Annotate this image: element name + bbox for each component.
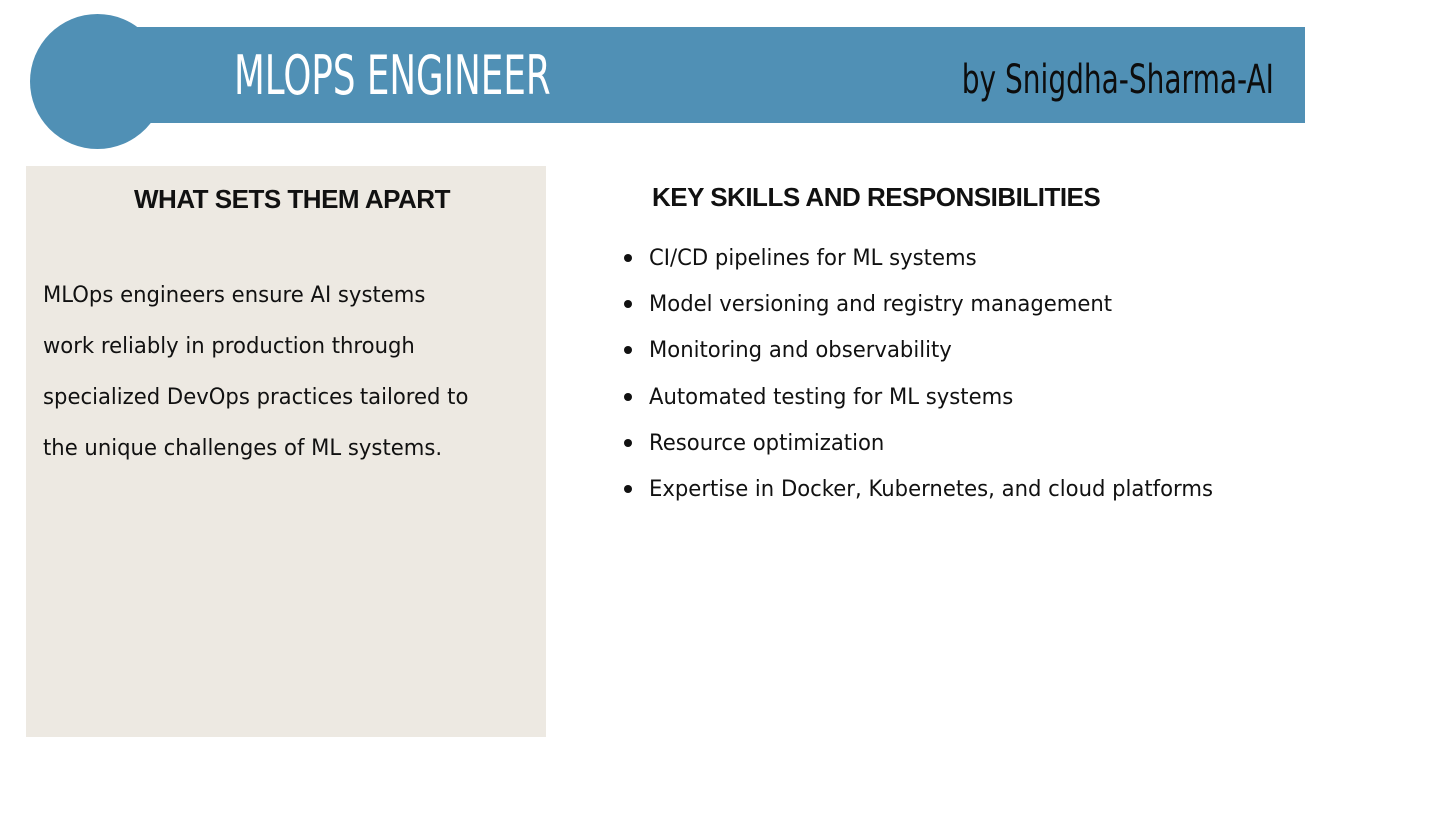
bullet-icon (624, 300, 632, 308)
bullet-icon (624, 439, 632, 447)
skill-label: Expertise in Docker, Kubernetes, and cloud platforms (649, 475, 1214, 502)
description-line: work reliably in production through (43, 333, 415, 359)
skill-label: Automated testing for ML systems (649, 383, 1014, 410)
skill-label: Model versioning and registry management (649, 291, 1113, 318)
page-title: MLOPS ENGINEER (234, 44, 551, 107)
description-line: MLOps engineers ensure AI systems (43, 282, 426, 308)
bullet-icon (624, 254, 632, 262)
skill-label: Monitoring and observability (649, 337, 952, 364)
what-sets-them-apart-panel (26, 166, 546, 737)
description-line: the unique challenges of ML systems. (43, 435, 443, 461)
author-credit: by Snigdha-Sharma-AI (961, 57, 1274, 103)
skill-label: CI/CD pipelines for ML systems (649, 245, 977, 271)
left-panel-heading: WHAT SETS THEM APART (134, 184, 450, 214)
description-line: specialized DevOps practices tailored to (43, 384, 469, 410)
left-panel-description (43, 270, 513, 474)
bullet-icon (624, 485, 632, 493)
bullet-icon (624, 393, 632, 401)
right-panel-heading: KEY SKILLS AND RESPONSIBILITIES (652, 182, 1101, 212)
skill-label: Resource optimization (649, 429, 885, 456)
bullet-icon (624, 346, 632, 354)
